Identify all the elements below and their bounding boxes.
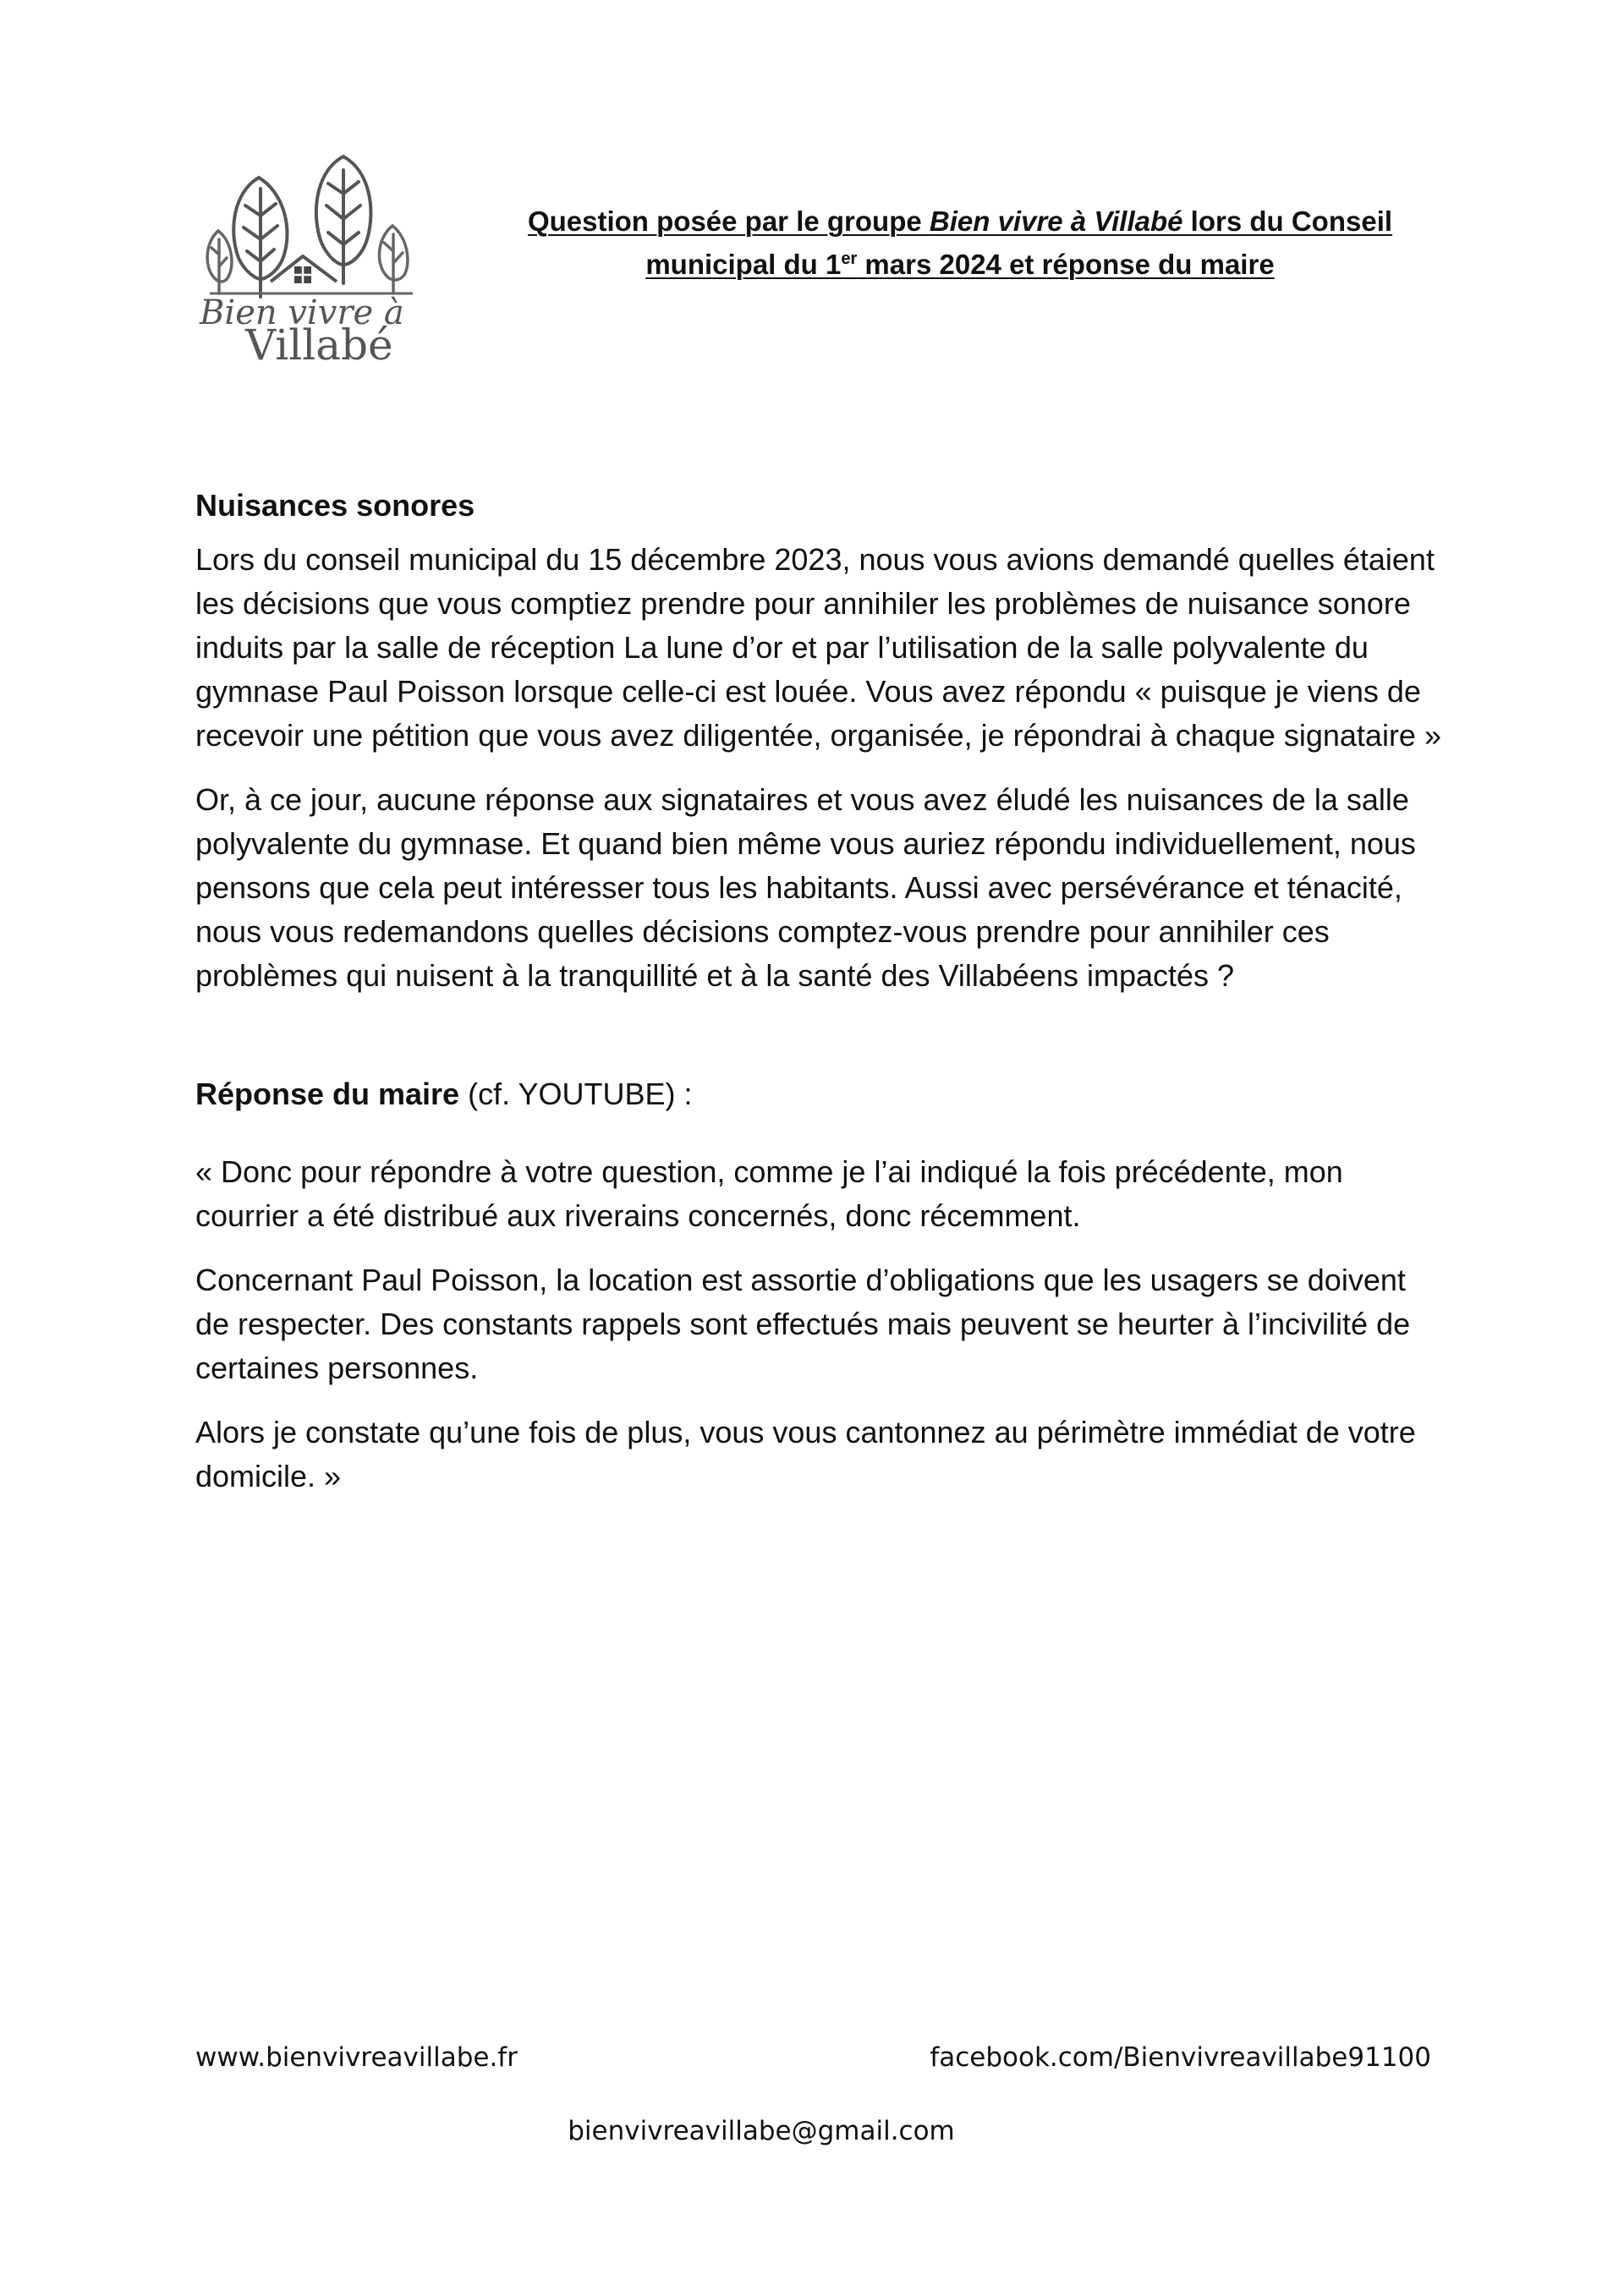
footer-website-link[interactable]: www.bienvivreavillabe.fr (195, 2042, 518, 2073)
response-heading-bold: Réponse du maire (195, 1077, 460, 1111)
question-paragraph: Or, à ce jour, aucune réponse aux signataires et vous avez éludé les nuisances de la salle polyvalente du gymnase. Et quand bien même vous auriez répondu individuellement, nous pensons que cela peut intéresser tous les habitants. Aussi avec persévérance et ténacité, nous vous redemandons quelles décisions comptez-vous prendre pour annihiler ces problèmes qui nuisent à la tranquillité et à la santé des Villabéens impactés ? (195, 782, 1416, 993)
footer-facebook-link[interactable]: facebook.com/Bienvivreavillabe91100 (930, 2042, 1431, 2073)
title-line2-b: mars 2024 et réponse du maire (857, 249, 1275, 280)
response-paragraph: « Donc pour répondre à votre question, comme je l’ai indiqué la fois précédente, mon courrier a été distribué aux riverains concernés, donc récemment. (195, 1154, 1343, 1233)
section-heading: Nuisances sonores (195, 488, 475, 523)
title-group-name: Bien vivre à Villabé (929, 205, 1183, 237)
footer-email-link[interactable]: bienvivreavillabe@gmail.com (568, 2116, 955, 2146)
title-line2-sup: er (841, 249, 858, 268)
spacer (195, 1018, 1447, 1072)
trees-house-logo-icon (193, 131, 460, 364)
response-paragraph: Concernant Paul Poisson, la location est assortie d’obligations que les usagers se doivent de respecter. Des constants rappels sont effectués mais peuvent se heurter à l’incivilité de certaines personnes. (195, 1263, 1411, 1385)
response-heading (195, 1072, 1447, 1116)
title-part2: lors du Conseil (1182, 205, 1393, 237)
response-paragraph: Alors je constate qu’une fois de plus, vous vous cantonnez au périmètre immédiat de votre domicile. » (195, 1415, 1416, 1493)
logo-line2: Villabé (245, 321, 393, 364)
question-paragraph: Lors du conseil municipal du 15 décembre 2023, nous vous avions demandé quelles étaient les décisions que vous comptiez prendre pour annihiler les problèmes de nuisance sonore induits par la salle de réception La lune d’or et par l’utilisation de la salle polyvalente du gymnase Paul Poisson lorsque celle-ci est louée. Vous avez répondu « puisque je viens de recevoir une pétition que vous avez diligentée, organisée, je répondrai à chaque signataire » (195, 542, 1441, 753)
logo-line1: Bien vivre à (200, 293, 404, 332)
brand-logo (193, 131, 460, 364)
response-heading-rest: (cf. YOUTUBE) : (459, 1077, 693, 1111)
document-body (195, 484, 1447, 1519)
title-part1: Question posée par le groupe (527, 205, 930, 237)
page-title (474, 200, 1446, 286)
title-line2-a: municipal du 1 (645, 249, 842, 280)
